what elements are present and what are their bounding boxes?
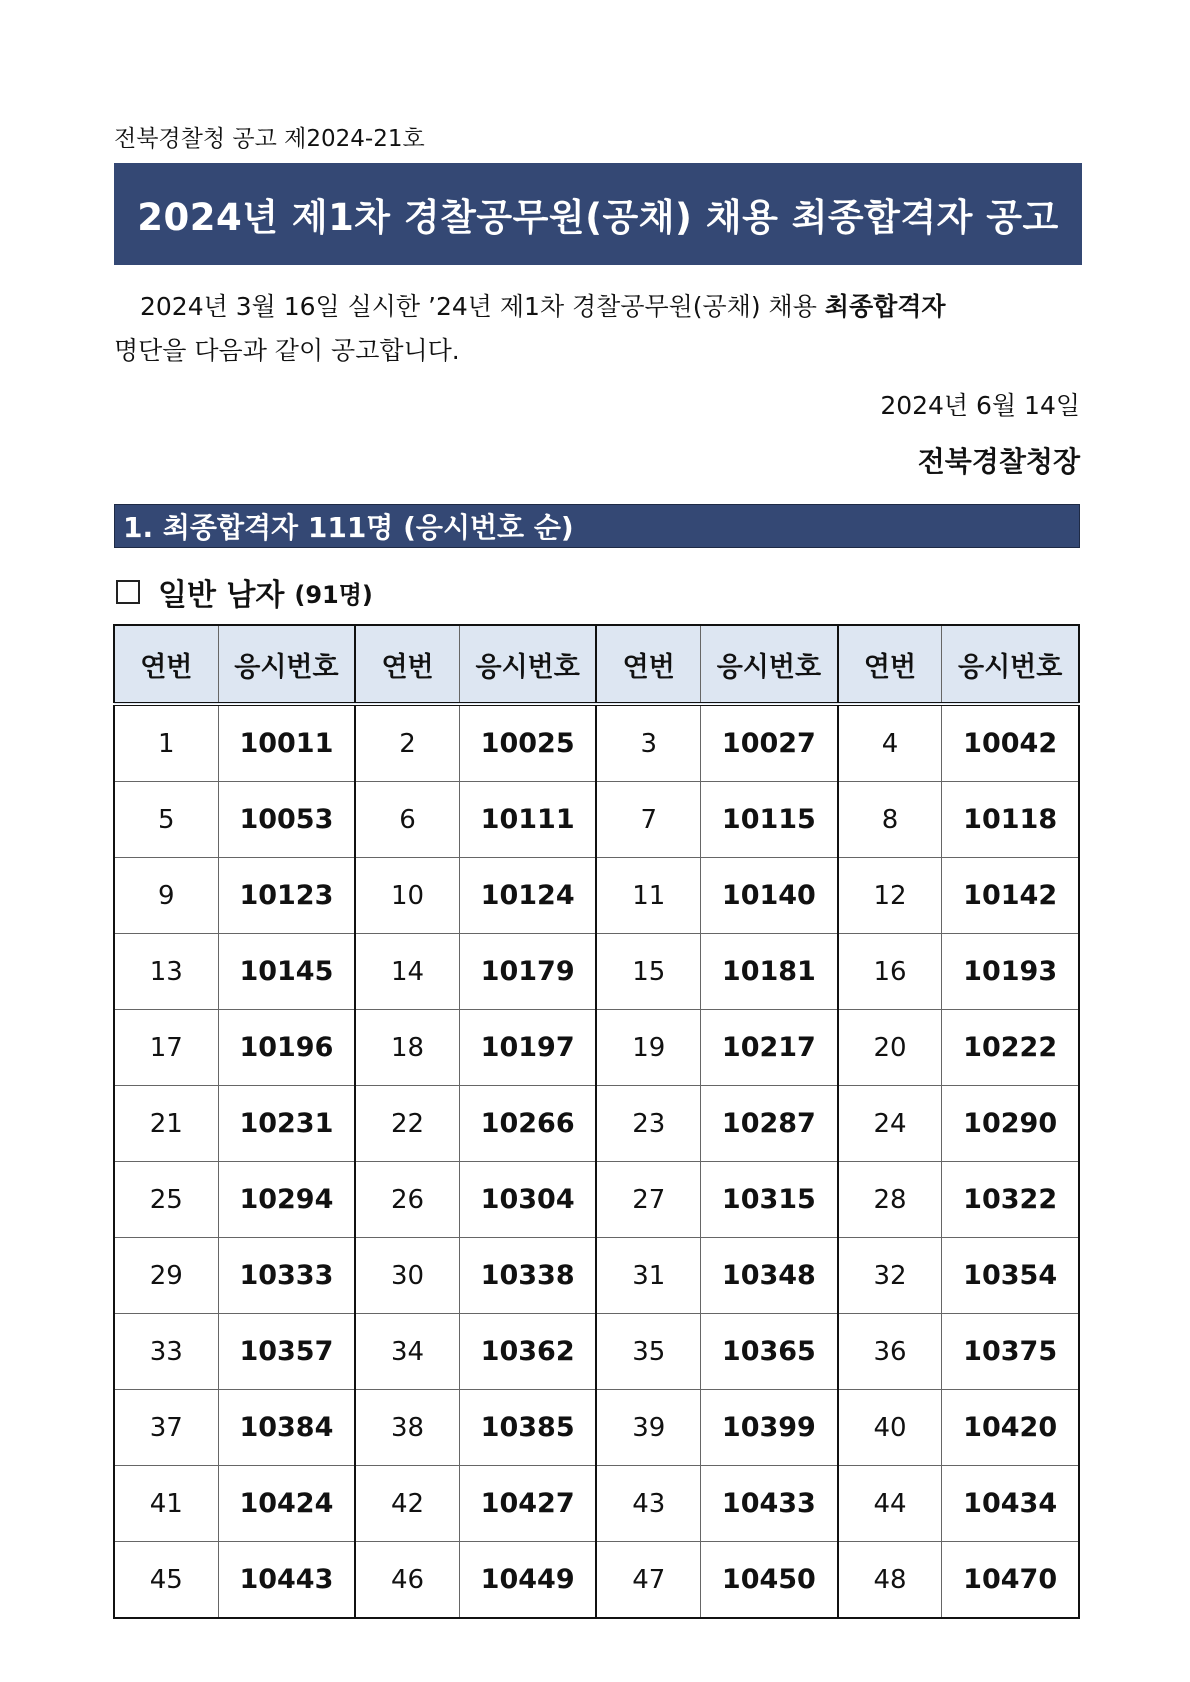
seq-cell: 22 <box>355 1086 459 1162</box>
exam-number-cell: 10333 <box>218 1238 355 1314</box>
column-header-seq: 연번 <box>355 625 459 704</box>
seq-cell: 37 <box>114 1390 218 1466</box>
seq-cell: 29 <box>114 1238 218 1314</box>
seq-cell: 44 <box>838 1466 942 1542</box>
table-row <box>114 1238 1079 1314</box>
exam-number-cell: 10427 <box>459 1466 596 1542</box>
seq-cell: 31 <box>596 1238 700 1314</box>
seq-cell: 40 <box>838 1390 942 1466</box>
intro-text-part2: 명단을 다음과 같이 공고합니다. <box>114 336 460 365</box>
exam-number-cell: 10011 <box>218 704 355 782</box>
exam-number-cell: 10181 <box>701 934 838 1010</box>
seq-cell: 42 <box>355 1466 459 1542</box>
exam-number-cell: 10354 <box>942 1238 1079 1314</box>
exam-number-cell: 10443 <box>218 1542 355 1619</box>
seq-cell: 45 <box>114 1542 218 1619</box>
seq-cell: 25 <box>114 1162 218 1238</box>
seq-cell: 2 <box>355 704 459 782</box>
seq-cell: 35 <box>596 1314 700 1390</box>
seq-cell: 8 <box>838 782 942 858</box>
exam-number-cell: 10424 <box>218 1466 355 1542</box>
page-title <box>114 163 1082 265</box>
exam-number-cell: 10142 <box>942 858 1079 934</box>
column-header-exam-number: 응시번호 <box>942 625 1079 704</box>
exam-number-cell: 10365 <box>701 1314 838 1390</box>
exam-number-cell: 10433 <box>701 1466 838 1542</box>
exam-number-cell: 10042 <box>942 704 1079 782</box>
seq-cell: 27 <box>596 1162 700 1238</box>
section-header <box>114 504 1080 548</box>
exam-number-cell: 10123 <box>218 858 355 934</box>
exam-number-cell: 10145 <box>218 934 355 1010</box>
results-table <box>113 624 1080 1619</box>
seq-cell: 15 <box>596 934 700 1010</box>
exam-number-cell: 10294 <box>218 1162 355 1238</box>
exam-number-cell: 10434 <box>942 1466 1079 1542</box>
table-row <box>114 1086 1079 1162</box>
intro-line-1 <box>114 285 1080 329</box>
seq-cell: 36 <box>838 1314 942 1390</box>
seq-cell: 48 <box>838 1542 942 1619</box>
seq-cell: 10 <box>355 858 459 934</box>
exam-number-cell: 10362 <box>459 1314 596 1390</box>
section-title: 1. 최종합격자 111명 (응시번호 순) <box>123 511 574 544</box>
exam-number-cell: 10470 <box>942 1542 1079 1619</box>
intro-text-bold: 최종합격자 <box>824 292 946 321</box>
exam-number-cell: 10111 <box>459 782 596 858</box>
seq-cell: 17 <box>114 1010 218 1086</box>
seq-cell: 43 <box>596 1466 700 1542</box>
signer: 전북경찰청장 <box>917 445 1080 478</box>
subsection-heading <box>116 570 373 614</box>
table-row <box>114 782 1079 858</box>
page-title-text: 2024년 제1차 경찰공무원(공채) 채용 최종합격자 공고 <box>137 196 1059 239</box>
exam-number-cell: 10196 <box>218 1010 355 1086</box>
seq-cell: 47 <box>596 1542 700 1619</box>
exam-number-cell: 10027 <box>701 704 838 782</box>
seq-cell: 19 <box>596 1010 700 1086</box>
seq-cell: 23 <box>596 1086 700 1162</box>
exam-number-cell: 10140 <box>701 858 838 934</box>
exam-number-cell: 10450 <box>701 1542 838 1619</box>
checkbox-icon <box>116 580 140 604</box>
exam-number-cell: 10385 <box>459 1390 596 1466</box>
seq-cell: 24 <box>838 1086 942 1162</box>
seq-cell: 18 <box>355 1010 459 1086</box>
column-header-seq: 연번 <box>838 625 942 704</box>
seq-cell: 30 <box>355 1238 459 1314</box>
seq-cell: 6 <box>355 782 459 858</box>
seq-cell: 5 <box>114 782 218 858</box>
seq-cell: 1 <box>114 704 218 782</box>
column-header-exam-number: 응시번호 <box>459 625 596 704</box>
exam-number-cell: 10222 <box>942 1010 1079 1086</box>
exam-number-cell: 10338 <box>459 1238 596 1314</box>
column-header-seq: 연번 <box>596 625 700 704</box>
exam-number-cell: 10290 <box>942 1086 1079 1162</box>
seq-cell: 16 <box>838 934 942 1010</box>
exam-number-cell: 10266 <box>459 1086 596 1162</box>
seq-cell: 32 <box>838 1238 942 1314</box>
seq-cell: 46 <box>355 1542 459 1619</box>
seq-cell: 9 <box>114 858 218 934</box>
exam-number-cell: 10449 <box>459 1542 596 1619</box>
seq-cell: 14 <box>355 934 459 1010</box>
seq-cell: 39 <box>596 1390 700 1466</box>
exam-number-cell: 10179 <box>459 934 596 1010</box>
subsection-label: 일반 남자 <box>158 578 285 613</box>
exam-number-cell: 10025 <box>459 704 596 782</box>
seq-cell: 7 <box>596 782 700 858</box>
exam-number-cell: 10384 <box>218 1390 355 1466</box>
exam-number-cell: 10287 <box>701 1086 838 1162</box>
table-row <box>114 934 1079 1010</box>
notice-number: 전북경찰청 공고 제2024-21호 <box>114 126 425 152</box>
seq-cell: 28 <box>838 1162 942 1238</box>
table-row <box>114 1542 1079 1619</box>
table-body <box>114 704 1079 1618</box>
exam-number-cell: 10124 <box>459 858 596 934</box>
table-row <box>114 1314 1079 1390</box>
seq-cell: 3 <box>596 704 700 782</box>
exam-number-cell: 10420 <box>942 1390 1079 1466</box>
seq-cell: 21 <box>114 1086 218 1162</box>
exam-number-cell: 10375 <box>942 1314 1079 1390</box>
column-header-exam-number: 응시번호 <box>701 625 838 704</box>
table-row <box>114 1010 1079 1086</box>
exam-number-cell: 10231 <box>218 1086 355 1162</box>
seq-cell: 13 <box>114 934 218 1010</box>
intro-text-part1: 2024년 3월 16일 실시한 ’24년 제1차 경찰공무원(공채) 채용 <box>140 292 825 321</box>
seq-cell: 20 <box>838 1010 942 1086</box>
seq-cell: 11 <box>596 858 700 934</box>
exam-number-cell: 10357 <box>218 1314 355 1390</box>
exam-number-cell: 10193 <box>942 934 1079 1010</box>
exam-number-cell: 10053 <box>218 782 355 858</box>
column-header-seq: 연번 <box>114 625 218 704</box>
seq-cell: 12 <box>838 858 942 934</box>
column-header-exam-number: 응시번호 <box>218 625 355 704</box>
table-row <box>114 858 1079 934</box>
exam-number-cell: 10322 <box>942 1162 1079 1238</box>
table-row <box>114 1390 1079 1466</box>
intro-paragraph <box>114 285 1080 373</box>
announcement-date: 2024년 6월 14일 <box>880 391 1080 420</box>
seq-cell: 4 <box>838 704 942 782</box>
subsection-count: (91명) <box>294 580 373 609</box>
exam-number-cell: 10348 <box>701 1238 838 1314</box>
table-row <box>114 1162 1079 1238</box>
seq-cell: 33 <box>114 1314 218 1390</box>
seq-cell: 26 <box>355 1162 459 1238</box>
exam-number-cell: 10217 <box>701 1010 838 1086</box>
exam-number-cell: 10115 <box>701 782 838 858</box>
seq-cell: 34 <box>355 1314 459 1390</box>
exam-number-cell: 10315 <box>701 1162 838 1238</box>
table-header-row <box>114 625 1079 704</box>
table-row <box>114 704 1079 782</box>
exam-number-cell: 10304 <box>459 1162 596 1238</box>
seq-cell: 38 <box>355 1390 459 1466</box>
exam-number-cell: 10118 <box>942 782 1079 858</box>
seq-cell: 41 <box>114 1466 218 1542</box>
table-row <box>114 1466 1079 1542</box>
exam-number-cell: 10399 <box>701 1390 838 1466</box>
exam-number-cell: 10197 <box>459 1010 596 1086</box>
